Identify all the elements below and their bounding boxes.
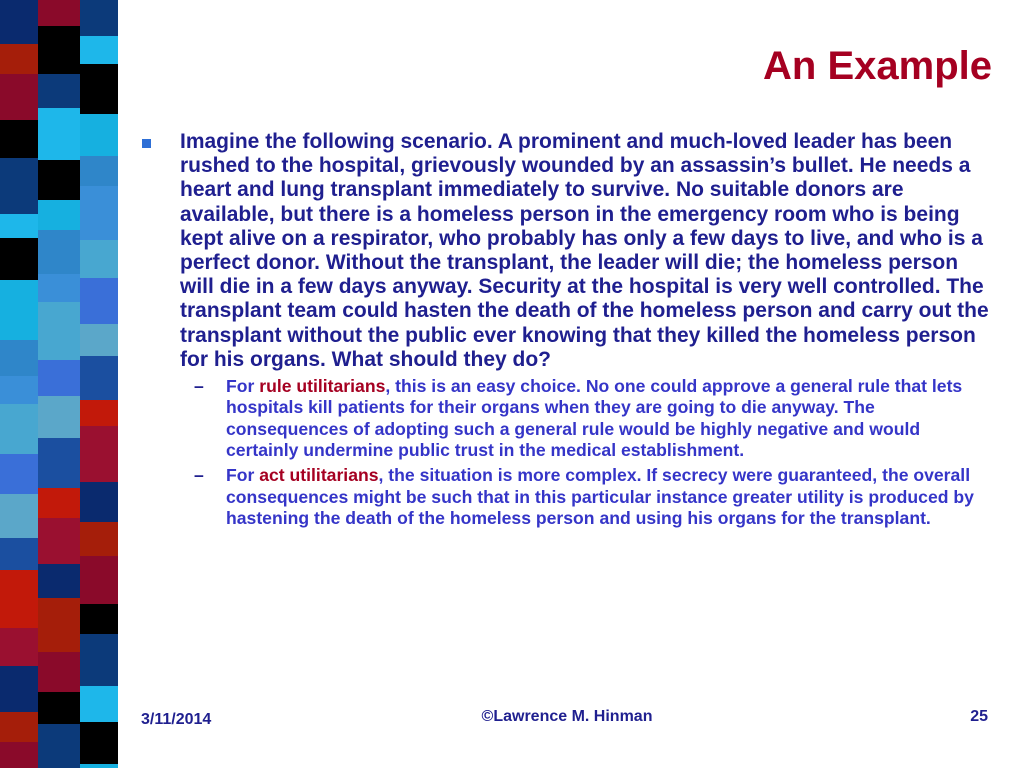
strip-block xyxy=(80,324,118,356)
strip-block xyxy=(0,376,38,404)
sub-bullet-rule-utilitarians xyxy=(142,376,992,461)
strip-block xyxy=(38,0,80,26)
strip-block xyxy=(80,64,118,114)
strip-block xyxy=(80,278,118,324)
strip-block xyxy=(38,200,80,230)
strip-block xyxy=(38,598,80,652)
strip-block xyxy=(80,482,118,522)
strip-block xyxy=(38,108,80,160)
strip-block xyxy=(38,518,80,564)
square-bullet-icon xyxy=(142,139,151,148)
strip-block xyxy=(80,604,118,634)
slide-content xyxy=(142,130,992,529)
sub-bullet-act-utilitarians xyxy=(142,465,992,529)
strip-block xyxy=(38,230,80,274)
footer-credit: ©Lawrence M. Hinman xyxy=(481,708,653,725)
strip-block xyxy=(80,764,118,768)
footer-date: 3/11/2014 xyxy=(141,711,212,728)
strip-block xyxy=(0,0,38,44)
strip-block xyxy=(80,722,118,764)
strip-block xyxy=(80,114,118,156)
main-bullet xyxy=(142,130,992,372)
highlight-rule-utilitarians: rule utilitarians xyxy=(259,376,386,397)
strip-block xyxy=(0,340,38,376)
strip-block xyxy=(80,186,118,240)
strip-block xyxy=(0,214,38,238)
strip-block xyxy=(0,628,38,666)
strip-block xyxy=(80,522,118,556)
strip-block xyxy=(80,356,118,400)
strip-block xyxy=(0,158,38,214)
strip-block xyxy=(0,44,38,74)
strip-block xyxy=(0,742,38,768)
strip-block xyxy=(38,396,80,438)
sub-bullet-text: , this is an easy choice. No one could approve a general rule that lets hospitals kill patients for their organs when they are going to die anyway. The consequences of adopting such a general rule would be highly negative and would certainly undermine public trust in the medical establishment. xyxy=(226,376,963,460)
strip-block xyxy=(0,404,38,454)
strip-block xyxy=(38,74,80,108)
strip-block xyxy=(80,240,118,278)
dash-bullet-icon: – xyxy=(194,376,204,397)
decorative-color-strip xyxy=(0,0,118,768)
strip-block xyxy=(38,724,80,768)
strip-block xyxy=(38,564,80,598)
strip-block xyxy=(80,0,118,36)
strip-block xyxy=(38,488,80,518)
strip-block xyxy=(0,494,38,538)
slide-title: An Example xyxy=(763,44,992,88)
strip-block xyxy=(80,426,118,482)
strip-block xyxy=(80,36,118,64)
strip-block xyxy=(80,634,118,686)
strip-block xyxy=(38,26,80,74)
strip-block xyxy=(38,652,80,692)
strip-block xyxy=(80,156,118,186)
strip-block xyxy=(0,238,38,280)
strip-block xyxy=(38,274,80,302)
sub-bullet-text: , the situation is more complex. If secrecy were guaranteed, the overall consequences might be such that in this particular instance greater utility is produced by hastening the death of the homeless person and using his organs for the transplant. xyxy=(226,465,974,528)
sub-bullet-prefix: For xyxy=(226,465,260,486)
strip-block xyxy=(38,302,80,360)
strip-block xyxy=(0,120,38,158)
strip-block xyxy=(38,160,80,200)
strip-block xyxy=(38,360,80,396)
sub-bullet-prefix: For xyxy=(226,376,260,397)
strip-block xyxy=(38,438,80,488)
strip-block xyxy=(0,454,38,494)
strip-block xyxy=(0,538,38,570)
highlight-act-utilitarians: act utilitarians xyxy=(259,465,379,486)
strip-block xyxy=(80,400,118,426)
strip-block xyxy=(0,666,38,712)
strip-block xyxy=(80,556,118,604)
dash-bullet-icon: – xyxy=(194,465,204,486)
strip-block xyxy=(0,280,38,340)
main-bullet-text: Imagine the following scenario. A prominent and much-loved leader has been rushed to the hospital, grievously wounded by an assassin’s bullet. He needs a heart and lung transplant immediately to survive. No suitable donors are available, but there is a homeless person in the emergency room who is being kept alive on a respirator, who probably has only a few days to live, and who is a perfect donor. Without the transplant, the leader will die; the homeless person will die in a few days anyway. Security at the hospital is very well controlled. The transplant team could hasten the death of the homeless person and carry out the transplant without the public ever knowing that they killed the homeless person for his organs. What should they do? xyxy=(180,130,989,371)
footer-page-number: 25 xyxy=(970,708,988,725)
strip-block xyxy=(0,570,38,628)
strip-block xyxy=(0,74,38,120)
